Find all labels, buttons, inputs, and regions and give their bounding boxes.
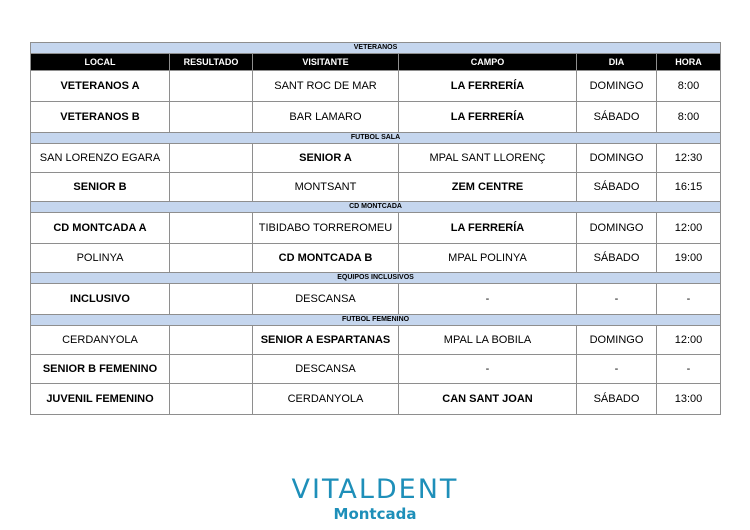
field-name: ZEM CENTRE [399,173,577,202]
section-header-row [31,43,721,54]
column-header-campo: CAMPO [399,54,577,71]
field-name: - [399,284,577,315]
match-row [31,213,721,244]
local-team: VETERANOS B [31,102,170,133]
sponsor-logo: VITALDENT [291,474,459,505]
match-day: DOMINGO [577,71,657,102]
column-header-resultado: RESULTADO [170,54,253,71]
local-team: POLINYA [31,244,170,273]
match-day: DOMINGO [577,213,657,244]
local-team: SAN LORENZO EGARA [31,144,170,173]
match-time: 8:00 [657,102,721,133]
section-header-row [31,315,721,326]
result-cell [170,284,253,315]
result-cell [170,173,253,202]
result-cell [170,355,253,384]
result-cell [170,326,253,355]
result-cell [170,102,253,133]
match-day: SÁBADO [577,173,657,202]
result-cell [170,71,253,102]
match-time: 19:00 [657,244,721,273]
field-name: LA FERRERÍA [399,71,577,102]
local-team: JUVENIL FEMENINO [31,384,170,415]
match-time: - [657,284,721,315]
local-team: SENIOR B FEMENINO [31,355,170,384]
visiting-team: SANT ROC DE MAR [253,71,399,102]
result-cell [170,384,253,415]
match-row [31,244,721,273]
visiting-team: BAR LAMARO [253,102,399,133]
match-day: SÁBADO [577,384,657,415]
match-day: SÁBADO [577,102,657,133]
column-header-visitante: VISITANTE [253,54,399,71]
local-team: CD MONTCADA A [31,213,170,244]
visiting-team: CERDANYOLA [253,384,399,415]
match-row [31,326,721,355]
column-header-row [31,54,721,71]
match-row [31,144,721,173]
match-time: 16:15 [657,173,721,202]
section-header-row [31,133,721,144]
result-cell [170,213,253,244]
section-title: FUTBOL SALA [31,133,721,144]
section-header-row [31,273,721,284]
field-name: CAN SANT JOAN [399,384,577,415]
visiting-team: MONTSANT [253,173,399,202]
column-header-dia: DIA [577,54,657,71]
match-row [31,173,721,202]
match-time: 8:00 [657,71,721,102]
local-team: VETERANOS A [31,71,170,102]
match-row [31,102,721,133]
match-day: - [577,355,657,384]
column-header-local: LOCAL [31,54,170,71]
result-cell [170,144,253,173]
match-time: - [657,355,721,384]
visiting-team: DESCANSA [253,284,399,315]
visiting-team: DESCANSA [253,355,399,384]
section-title: VETERANOS [31,43,721,54]
schedule-table [30,42,721,415]
local-team: SENIOR B [31,173,170,202]
section-title: CD MONTCADA [31,202,721,213]
visiting-team: SENIOR A [253,144,399,173]
section-title: EQUIPOS INCLUSIVOS [31,273,721,284]
visiting-team: TIBIDABO TORREROMEU [253,213,399,244]
local-team: INCLUSIVO [31,284,170,315]
match-day: - [577,284,657,315]
match-day: DOMINGO [577,144,657,173]
section-header-row [31,202,721,213]
local-team: CERDANYOLA [31,326,170,355]
match-time: 12:00 [657,326,721,355]
match-day: DOMINGO [577,326,657,355]
sponsor-location: Montcada [333,505,417,523]
match-row [31,355,721,384]
section-title: FUTBOL FEMENINO [31,315,721,326]
match-day: SÁBADO [577,244,657,273]
field-name: LA FERRERÍA [399,102,577,133]
visiting-team: CD MONTCADA B [253,244,399,273]
field-name: MPAL SANT LLORENÇ [399,144,577,173]
column-header-hora: HORA [657,54,721,71]
result-cell [170,244,253,273]
visiting-team: SENIOR A ESPARTANAS [253,326,399,355]
match-row [31,284,721,315]
match-time: 12:30 [657,144,721,173]
match-time: 12:00 [657,213,721,244]
match-row [31,384,721,415]
match-time: 13:00 [657,384,721,415]
field-name: MPAL LA BOBILA [399,326,577,355]
field-name: MPAL POLINYA [399,244,577,273]
match-row [31,71,721,102]
field-name: LA FERRERÍA [399,213,577,244]
field-name: - [399,355,577,384]
